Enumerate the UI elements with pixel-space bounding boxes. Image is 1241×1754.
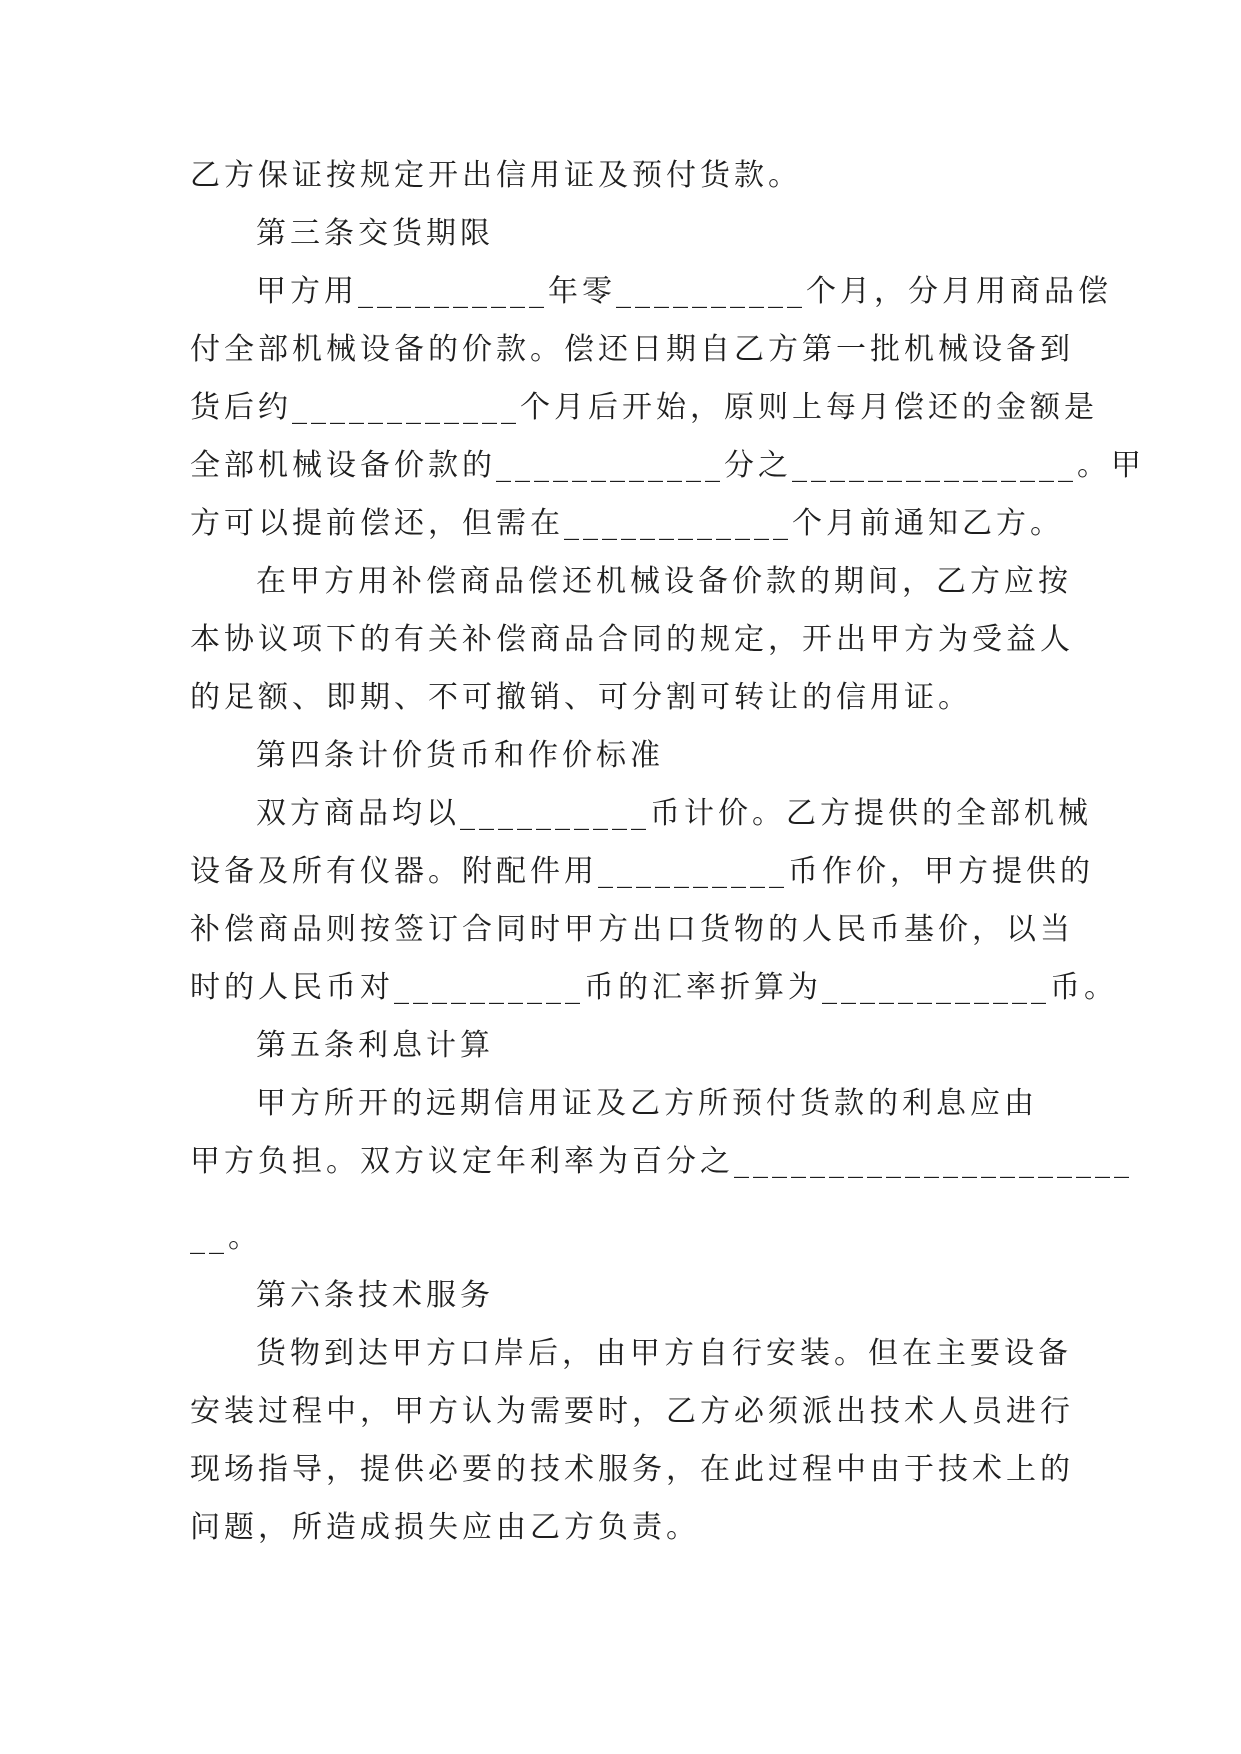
text-line: 的足额、即期、不可撤销、可分割可转让的信用证。 [190,680,972,715]
text-line: 甲方负担。双方议定年利率为百分之_____________________ [190,1144,1133,1179]
text-line: 双方商品均以__________币计价。乙方提供的全部机械 [256,796,1092,831]
section-heading: 第三条交货期限 [256,216,494,251]
text-line: 补偿商品则按签订合同时甲方出口货物的人民币基价，以当 [190,912,1074,947]
text-line: 甲方用__________年零__________个月，分月用商品偿 [256,274,1112,309]
text-line: 货后约____________个月后开始，原则上每月偿还的金额是 [190,390,1098,425]
text-line: 现场指导，提供必要的技术服务，在此过程中由于技术上的 [190,1452,1074,1487]
text-line: __。 [190,1220,262,1255]
text-line: 本协议项下的有关补偿商品合同的规定，开出甲方为受益人 [190,622,1074,657]
text-line: 乙方保证按规定开出信用证及预付货款。 [190,158,802,193]
text-line: 货物到达甲方口岸后，由甲方自行安装。但在主要设备 [256,1336,1072,1371]
text-line: 甲方所开的远期信用证及乙方所预付货款的利息应由 [256,1086,1038,1121]
text-line: 付全部机械设备的价款。偿还日期自乙方第一批机械设备到 [190,332,1074,367]
text-line: 设备及所有仪器。附配件用__________币作价，甲方提供的 [190,854,1094,889]
text-line: 全部机械设备价款的____________分之_______________。甲 [190,448,1145,483]
section-heading: 第五条利息计算 [256,1028,494,1063]
text-line: 在甲方用补偿商品偿还机械设备价款的期间，乙方应按 [256,564,1072,599]
section-heading: 第六条技术服务 [256,1278,494,1313]
document-body [190,158,1145,1568]
text-line: 问题，所造成损失应由乙方负责。 [190,1510,700,1545]
section-heading: 第四条计价货币和作价标准 [256,738,664,773]
text-line: 时的人民币对__________币的汇率折算为____________币。 [190,970,1118,1005]
text-line: 安装过程中，甲方认为需要时，乙方必须派出技术人员进行 [190,1394,1074,1429]
text-line: 方可以提前偿还，但需在____________个月前通知乙方。 [190,506,1064,541]
